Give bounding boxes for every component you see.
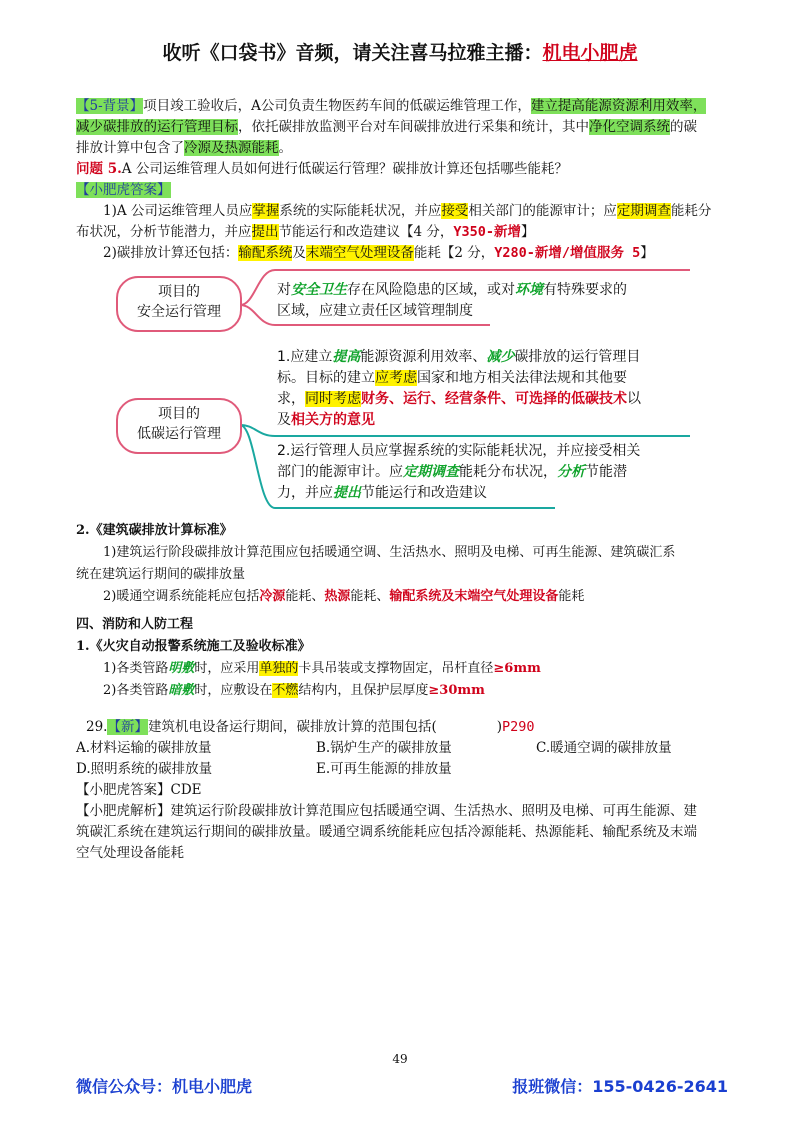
branch-text: 节能运行和改造建议 [361,485,487,501]
std-red: 热源 [324,589,351,604]
branch-text: 区域，应建立责任区域管理制度 [277,303,473,319]
answer-text: 2)碳排放计算还包括： [103,245,239,261]
branch-keyword: 减少 [486,349,515,365]
branch-text: 及 [277,412,291,428]
q29-option-d: D.照明系统的碳排放量 [76,761,213,777]
answer-text: 布状况，分析节能潜力，并应 [76,224,252,240]
q29-number: 29. [86,719,108,735]
explanation-tag: 【小肥虎解析】 [76,803,171,819]
branch-text: 对 [277,282,291,298]
answer-text: 系统的实际能耗状况，并应 [279,203,442,219]
standard-title: 1.《火灾自动报警系统施工及验收标准》 [76,639,311,654]
std-text: 卡具吊装或支撑物固定，吊杆直径 [298,661,494,676]
branch-highlight: 同时考虑 [305,391,361,407]
standard-line: 1)建筑运行阶段碳排放计算范围应包括暖通空调、生活热水、照明及电梯、可再生能源、建筑碳汇系 [103,545,676,560]
branch-red: 、 [389,391,403,407]
bg-highlight: 建立提高能源资源利用效率， [530,98,707,114]
answer-text: 能耗【2 分， [413,245,495,261]
standard-line [76,658,736,680]
std-text: 能耗、 [285,589,325,604]
branch-keyword: 提高 [332,349,361,365]
std-text: 1)各类管路 [103,661,169,676]
page-number: 49 [392,1052,408,1066]
branch-keyword: 安全卫生 [291,282,347,298]
section-title: 四、消防和人防工程 [76,617,194,632]
bg-text: 的碳 [670,119,697,135]
branch-text: 能耗分布状况， [459,464,557,480]
standard-line: 统在建筑运行期间的碳排放量 [76,567,246,582]
branch-text: 以 [627,391,641,407]
answer-text: 及 [292,245,306,261]
q29-options-row [76,738,736,759]
question-text: A 公司运维管理人员如何进行低碳运行管理？碳排放计算还包括哪些能耗？ [121,161,568,177]
branch-text: 有特殊要求的 [543,282,627,298]
answer-highlight: 末端空气处理设备 [305,245,414,261]
header-brand: 机电小肥虎 [542,42,638,64]
standard-line [76,680,736,702]
std-text: 时，应采用 [194,661,260,676]
answer-text: 节能运行和改造建议【4 分， [278,224,454,240]
q29-stem-text: ) [496,719,503,735]
std-keyword: 暗敷 [168,683,195,698]
bg-text: 。 [278,140,292,156]
branch-red: 经营条件 [445,391,501,407]
answer-highlight: 提出 [251,224,279,240]
answer-highlight: 输配系统 [238,245,293,261]
q29-option-a: A.材料运输的碳排放量 [76,740,212,756]
question-29 [76,717,736,864]
q29-option-c: C.暖通空调的碳排放量 [536,740,672,756]
answer-text: 】 [640,245,654,261]
std-highlight: 单独的 [259,661,299,676]
background-tag: 【5-背景】 [76,98,144,114]
answer-text: 相关部门的能源审计；应 [468,203,617,219]
q29-options-row [76,759,736,780]
q29-stem [76,717,736,738]
q29-option-e: E.可再生能源的排放量 [316,761,452,777]
node-text: 安全运行管理 [137,304,221,320]
section-fire [76,614,736,702]
branch-text: 力，并应 [277,485,333,501]
std-red: 输配系统及末端空气处理设备 [389,589,559,604]
mindmap-branch-lowcarbon-1 [277,347,697,431]
bg-highlight: 净化空调系统 [589,119,670,135]
q29-tag: 【新】 [107,719,148,735]
mindmap-branch-safety [277,280,697,322]
mindmap-branch-lowcarbon-2 [277,441,697,504]
branch-keyword: 分析 [557,464,585,480]
branch-keyword: 环境 [515,282,543,298]
q29-reference: P290 [502,719,535,735]
question-label: 问题 5. [76,161,122,177]
answer-tag: 【小肥虎答案】 [76,782,171,798]
branch-red: 财务 [361,391,389,407]
explanation-text: 建筑运行阶段碳排放计算范围应包括暖通空调、生活热水、照明及电梯、可再生能源、建 [170,803,697,819]
answer-reference: Y350-新增 [453,224,522,240]
answer-reference: Y280-新增/增值服务 5 [494,245,641,261]
standard-title: 2.《建筑碳排放计算标准》 [76,523,233,538]
branch-text: 碳排放的运行管理目 [514,349,641,365]
bg-text: ，依托碳排放监测平台对车间碳排放进行采集和统计，其中 [238,119,589,135]
branch-text: 存在风险隐患的区域，或对 [347,282,515,298]
branch-red: 、 [501,391,515,407]
branch-text: 2.运行管理人员应掌握系统的实际能耗状况，并应接受相关 [277,443,641,459]
answer-text: 能耗分 [670,203,712,219]
explanation-text: 筑碳汇系统在建筑运行期间的碳排放量。暖通空调系统能耗应包括冷源能耗、热源能耗、输配系统及末端 [76,824,697,840]
bg-highlight: 减少碳排放的运行管理目标 [76,119,238,135]
answer-highlight: 掌握 [252,203,280,219]
std-text: 2)各类管路 [103,683,169,698]
branch-text: 部门的能源审计。应 [277,464,403,480]
std-red: ≥30mm [428,683,485,698]
std-text: 结构内，且保护层厚度 [298,683,429,698]
explanation-text: 空气处理设备能耗 [76,845,184,861]
footer-wechat-account: 微信公众号：机电小肥虎 [76,1077,253,1096]
node-text: 项目的 [158,406,200,422]
branch-text: 节能潜 [585,464,627,480]
footer-contact: 报班微信：155-0426-2641 [512,1077,728,1096]
branch-text: 求， [277,391,305,407]
branch-keyword: 定期调查 [403,464,459,480]
bg-highlight: 冷源及热源能耗 [184,140,279,156]
answer-tag: 【小肥虎答案】 [76,182,171,198]
q29-explanation [76,801,736,822]
branch-text: 1.应建立 [277,349,333,365]
std-red: 冷源 [259,589,286,604]
std-text: 2)暖通空调系统能耗应包括 [103,589,260,604]
std-text: 能耗、 [350,589,390,604]
branch-text: 国家和地方相关法律法规和其他要 [417,370,627,386]
header-prefix: 收听《口袋书》音频，请关注喜马拉雅主播： [162,42,543,64]
branch-red: 运行 [403,391,431,407]
branch-red: 可选择的低碳技术 [515,391,627,407]
std-text: 能耗 [558,589,585,604]
bg-text: 排放计算中包含了 [76,140,184,156]
std-keyword: 明敷 [168,661,195,676]
branch-keyword: 提出 [333,485,361,501]
q29-answer [76,780,736,801]
std-highlight: 不燃 [272,683,299,698]
standard-carbon-calc [76,520,736,608]
answer-highlight: 接受 [441,203,469,219]
branch-red: 相关方的意见 [291,412,375,428]
std-red: ≥6mm [493,661,541,676]
mindmap-node-safety [116,276,242,332]
node-text: 项目的 [158,284,200,300]
answer-value: CDE [170,782,202,798]
answer-highlight: 定期调查 [616,203,671,219]
answer-text: 】 [521,224,535,240]
branch-text: 标。目标的建立 [277,370,375,386]
branch-highlight: 应考虑 [375,370,417,386]
standard-line [76,586,736,608]
branch-text: 能源资源利用效率、 [360,349,487,365]
answer-text: 1)A 公司运维管理人员应 [103,203,253,219]
node-text: 低碳运行管理 [137,426,221,442]
branch-red: 、 [431,391,445,407]
q29-option-b: B.锅炉生产的碳排放量 [316,740,452,756]
bg-text: 项目竣工验收后，A公司负责生物医药车间的低碳运维管理工作， [143,98,531,114]
std-text: 时，应敷设在 [194,683,273,698]
q29-stem-text: 建筑机电设备运行期间，碳排放计算的范围包括( [147,719,437,735]
mindmap-node-lowcarbon [116,398,242,454]
